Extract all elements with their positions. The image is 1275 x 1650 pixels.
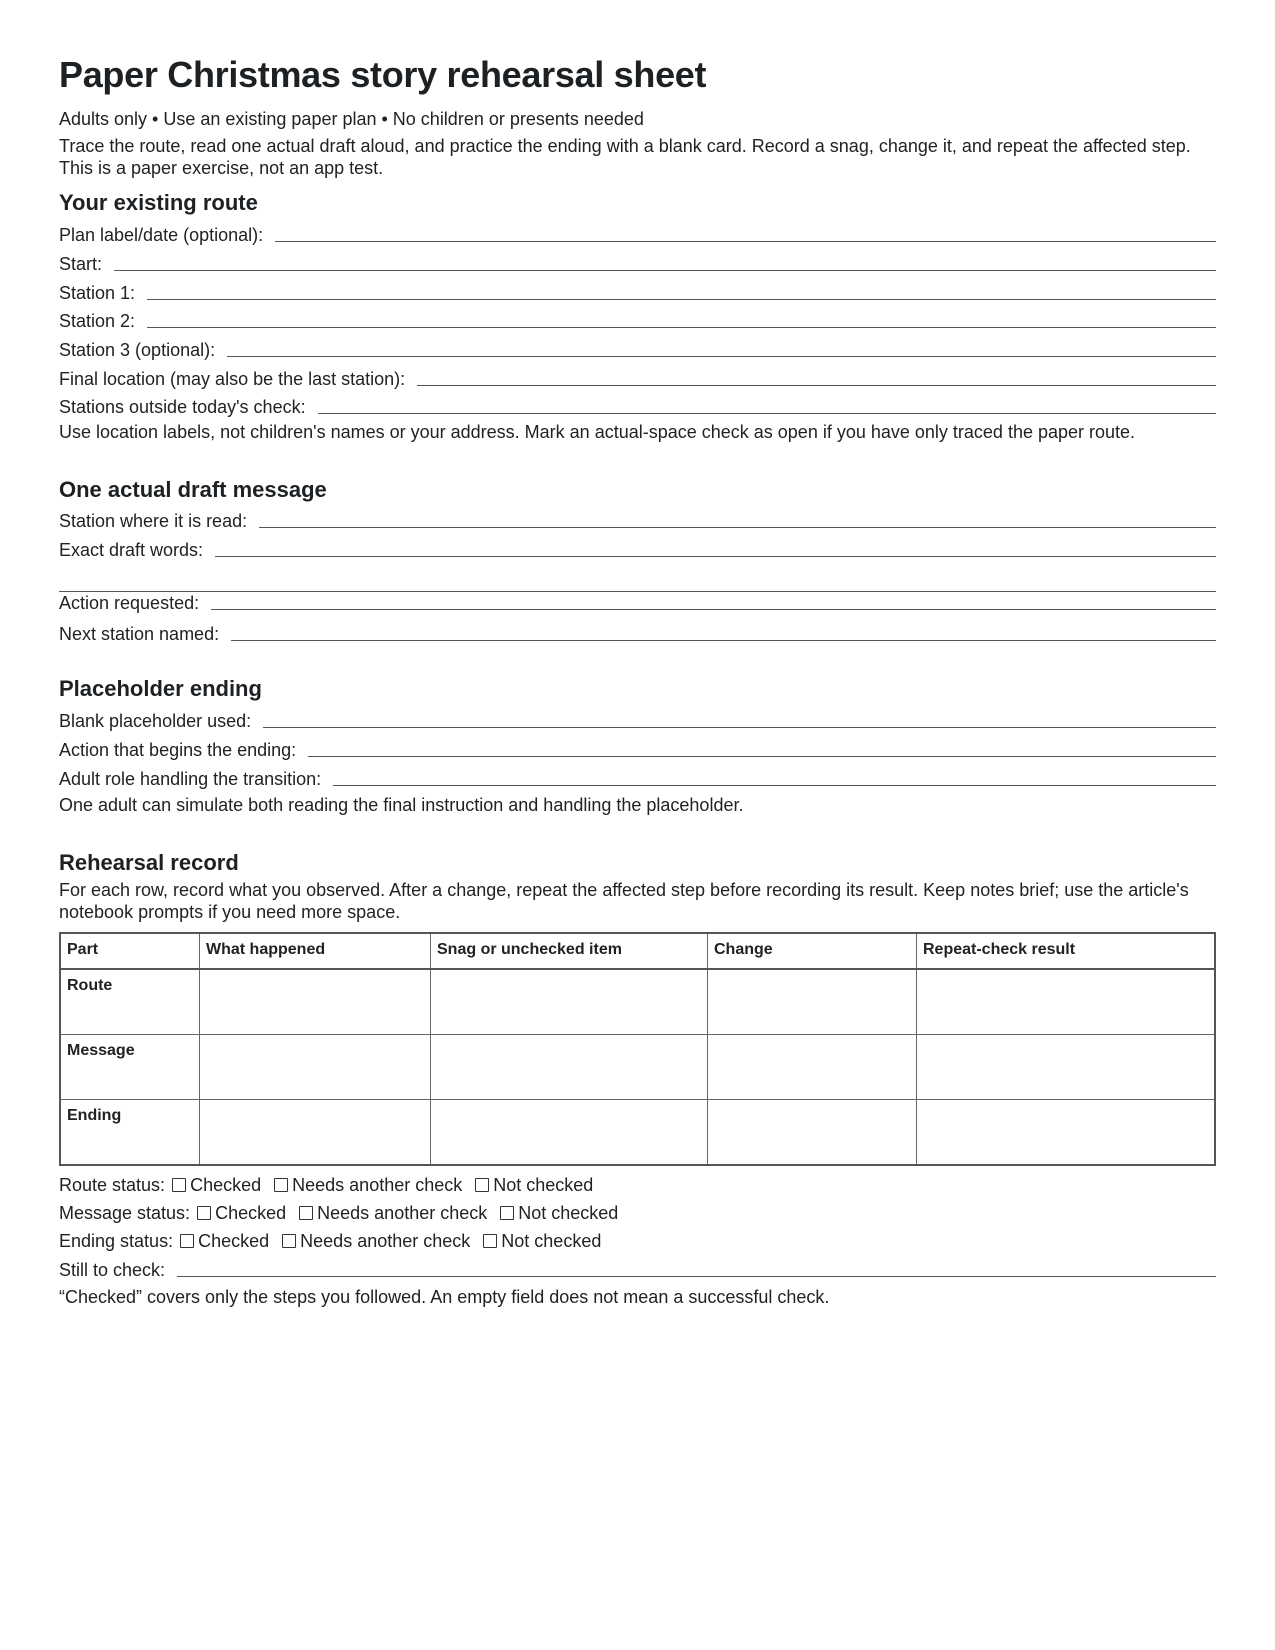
write-line[interactable]	[227, 356, 1216, 357]
table-cell[interactable]	[431, 969, 708, 1035]
status-label: Ending status:	[59, 1231, 174, 1251]
route-status	[59, 1174, 599, 1196]
write-line[interactable]	[318, 413, 1216, 414]
option-label: Needs another check	[300, 1231, 471, 1251]
write-line[interactable]	[177, 1276, 1216, 1277]
station-read-field[interactable]	[59, 508, 1216, 532]
final-location-field[interactable]	[59, 366, 1216, 390]
table-cell[interactable]	[200, 1035, 431, 1100]
table-row	[60, 1100, 1215, 1166]
column-header: Snag or unchecked item	[431, 933, 708, 969]
draft-words-field[interactable]	[59, 537, 1216, 561]
table-cell[interactable]	[708, 969, 917, 1035]
page-intro: Trace the route, read one actual draft aloud, and practice the ending with a blank card. Record a snag, change it, and repeat the affected step. This is a paper exercise, not an app test.	[59, 136, 1191, 178]
table-cell[interactable]	[917, 1035, 1216, 1100]
option-label: Not checked	[518, 1203, 619, 1223]
write-line[interactable]	[259, 527, 1216, 528]
start-field[interactable]	[59, 251, 1216, 275]
station-2-field[interactable]	[59, 308, 1216, 332]
ending-status	[59, 1230, 607, 1252]
field-label: Plan label/date (optional):	[59, 225, 264, 245]
row-label: Message	[60, 1035, 200, 1100]
column-header: Change	[708, 933, 917, 969]
checkbox[interactable]	[483, 1234, 497, 1248]
row-label: Route	[60, 969, 200, 1035]
table-row	[60, 1035, 1215, 1100]
field-label: Blank placeholder used:	[59, 711, 252, 731]
route-note: Use location labels, not children's names or your address. Mark an actual-space check as open if you have only traced the paper route.	[59, 422, 1136, 442]
option-label: Not checked	[501, 1231, 602, 1251]
ending-action-field[interactable]	[59, 737, 1216, 761]
table-cell[interactable]	[708, 1035, 917, 1100]
write-line[interactable]	[211, 609, 1216, 610]
station-3-field[interactable]	[59, 337, 1216, 361]
option-label: Needs another check	[292, 1175, 463, 1195]
field-label: Station where it is read:	[59, 511, 248, 531]
write-line[interactable]	[231, 640, 1216, 641]
table-cell[interactable]	[708, 1100, 917, 1166]
field-label: Final location (may also be the last station):	[59, 369, 406, 389]
column-header: Part	[60, 933, 200, 969]
checkbox[interactable]	[197, 1206, 211, 1220]
table-cell[interactable]	[917, 969, 1216, 1035]
message-section-heading: One actual draft message	[59, 477, 327, 502]
status-label: Message status:	[59, 1203, 191, 1223]
checkbox[interactable]	[299, 1206, 313, 1220]
option-label: Checked	[190, 1175, 262, 1195]
message-status	[59, 1202, 624, 1224]
blank-placeholder-field[interactable]	[59, 708, 1216, 732]
table-cell[interactable]	[917, 1100, 1216, 1166]
field-label: Start:	[59, 254, 103, 274]
field-label: Station 2:	[59, 311, 136, 331]
row-label: Ending	[60, 1100, 200, 1166]
field-label: Action requested:	[59, 593, 200, 613]
table-cell[interactable]	[200, 969, 431, 1035]
page-title: Paper Christmas story rehearsal sheet	[59, 54, 707, 95]
field-label: Adult role handling the transition:	[59, 769, 322, 789]
status-label: Route status:	[59, 1175, 166, 1195]
write-line[interactable]	[308, 756, 1216, 757]
route-section-heading: Your existing route	[59, 190, 258, 215]
option-label: Needs another check	[317, 1203, 488, 1223]
station-1-field[interactable]	[59, 280, 1216, 304]
table-header-row	[60, 933, 1215, 969]
field-label: Still to check:	[59, 1260, 166, 1280]
field-label: Action that begins the ending:	[59, 740, 297, 760]
column-header: Repeat-check result	[917, 933, 1216, 969]
option-label: Not checked	[493, 1175, 594, 1195]
write-line[interactable]	[215, 556, 1216, 557]
plan-label-field[interactable]	[59, 222, 1216, 246]
field-label: Stations outside today's check:	[59, 397, 306, 417]
table-cell[interactable]	[431, 1100, 708, 1166]
write-line[interactable]	[147, 299, 1216, 300]
write-line[interactable]	[417, 385, 1216, 386]
checkbox[interactable]	[282, 1234, 296, 1248]
page-subtitle: Adults only • Use an existing paper plan • No children or presents needed	[59, 109, 644, 129]
write-line[interactable]	[275, 241, 1216, 242]
record-section-heading: Rehearsal record	[59, 850, 239, 875]
ending-section-heading: Placeholder ending	[59, 676, 262, 701]
adult-role-field[interactable]	[59, 766, 1216, 790]
stations-outside-field[interactable]	[59, 394, 1216, 418]
checkbox[interactable]	[180, 1234, 194, 1248]
field-label: Next station named:	[59, 624, 220, 644]
rehearsal-record-table	[59, 932, 1216, 1166]
option-label: Checked	[198, 1231, 270, 1251]
table-row	[60, 969, 1215, 1035]
next-station-field[interactable]	[59, 621, 1216, 645]
action-requested-field[interactable]	[59, 590, 1216, 614]
field-label: Exact draft words:	[59, 540, 204, 560]
checkbox[interactable]	[274, 1178, 288, 1192]
write-line[interactable]	[333, 785, 1216, 786]
ending-note: One adult can simulate both reading the final instruction and handling the placeholder.	[59, 795, 744, 815]
footnote: “Checked” covers only the steps you followed. An empty field does not mean a successful check.	[59, 1287, 830, 1307]
checkbox[interactable]	[172, 1178, 186, 1192]
field-label: Station 3 (optional):	[59, 340, 216, 360]
write-line[interactable]	[263, 727, 1216, 728]
record-intro: For each row, record what you observed. After a change, repeat the affected step before recording its result. Keep notes brief; use the article's notebook prompts if you need more space.	[59, 880, 1189, 922]
checkbox[interactable]	[475, 1178, 489, 1192]
table-cell[interactable]	[200, 1100, 431, 1166]
table-cell[interactable]	[431, 1035, 708, 1100]
write-line[interactable]	[147, 327, 1216, 328]
write-line[interactable]	[114, 270, 1216, 271]
field-label: Station 1:	[59, 283, 136, 303]
option-label: Checked	[215, 1203, 287, 1223]
still-to-check-field[interactable]	[59, 1257, 1216, 1281]
column-header: What happened	[200, 933, 431, 969]
checkbox[interactable]	[500, 1206, 514, 1220]
